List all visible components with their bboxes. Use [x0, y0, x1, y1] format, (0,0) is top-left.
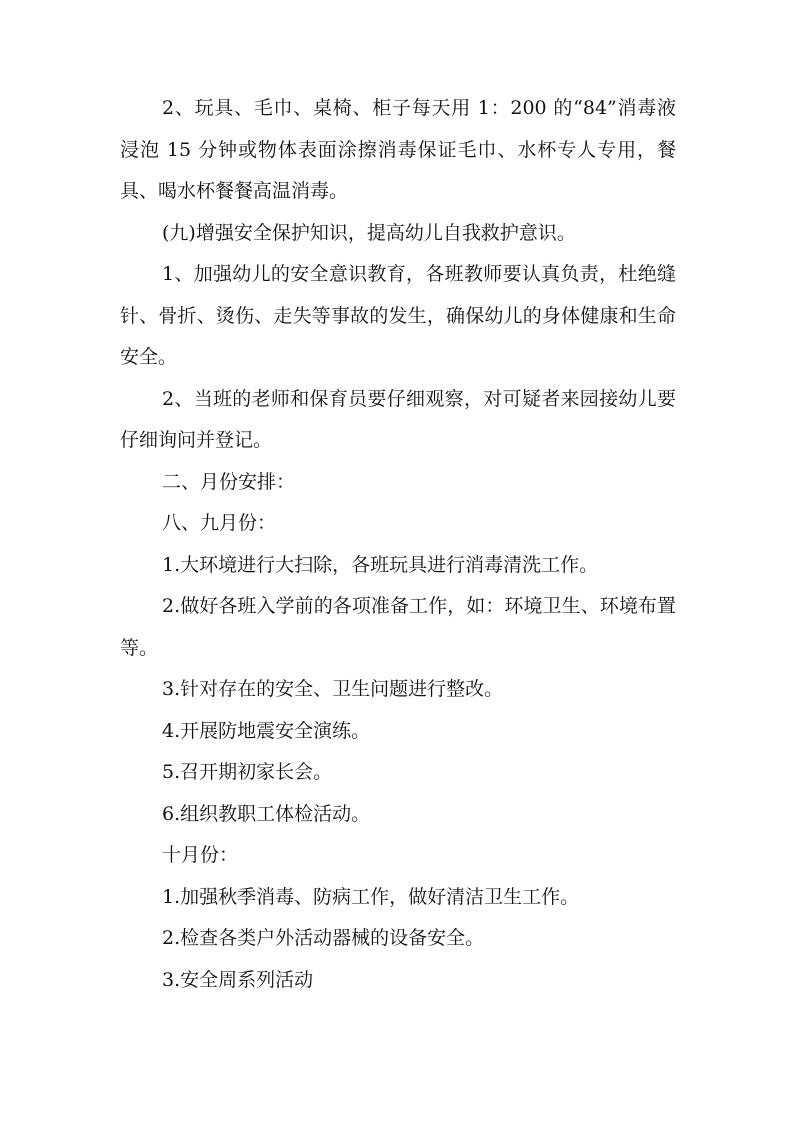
document-body — [120, 88, 676, 1001]
heading-aug-sep: 八、九月份： — [162, 512, 277, 534]
heading-safety-knowledge: (九)增强安全保护知识，提高幼儿自我救护意识。 — [162, 221, 576, 244]
paragraph-disinfection: 2、玩具、毛巾、桌椅、柜子每天用 1：200 的“84”消毒液浸泡 15 分钟或物体表面涂擦消毒保证毛巾、水杯专人专用，餐具、喝水杯餐餐高温消毒。 — [120, 97, 676, 202]
list-item: 3.安全周系列活动 — [162, 968, 314, 991]
list-item: 5.召开期初家长会。 — [162, 761, 333, 783]
list-item: 4.开展防地震安全演练。 — [162, 719, 371, 742]
paragraph-safety-education: 1、加强幼儿的安全意识教育，各班教师要认真负责，杜绝缝针、骨折、烫伤、走失等事故的发生，确保幼儿的身体健康和生命安全。 — [120, 263, 676, 368]
list-item: 2.做好各班入学前的各项准备工作，如：环境卫生、环境布置等。 — [120, 595, 676, 659]
list-item: 2.检查各类户外活动器械的设备安全。 — [162, 927, 485, 949]
list-item: 1.大环境进行大扫除，各班玩具进行消毒清洗工作。 — [162, 553, 599, 576]
list-item: 1.加强秋季消毒、防病工作，做好清洁卫生工作。 — [162, 885, 580, 908]
list-item: 3.针对存在的安全、卫生问题进行整改。 — [162, 678, 504, 700]
heading-monthly-schedule: 二、月份安排： — [162, 470, 296, 493]
list-item: 6.组织教职工体检活动。 — [162, 802, 371, 825]
heading-october: 十月份： — [162, 844, 239, 866]
paragraph-pickup-registration: 2、当班的老师和保育员要仔细观察，对可疑者来园接幼儿要仔细询问并登记。 — [120, 387, 676, 451]
